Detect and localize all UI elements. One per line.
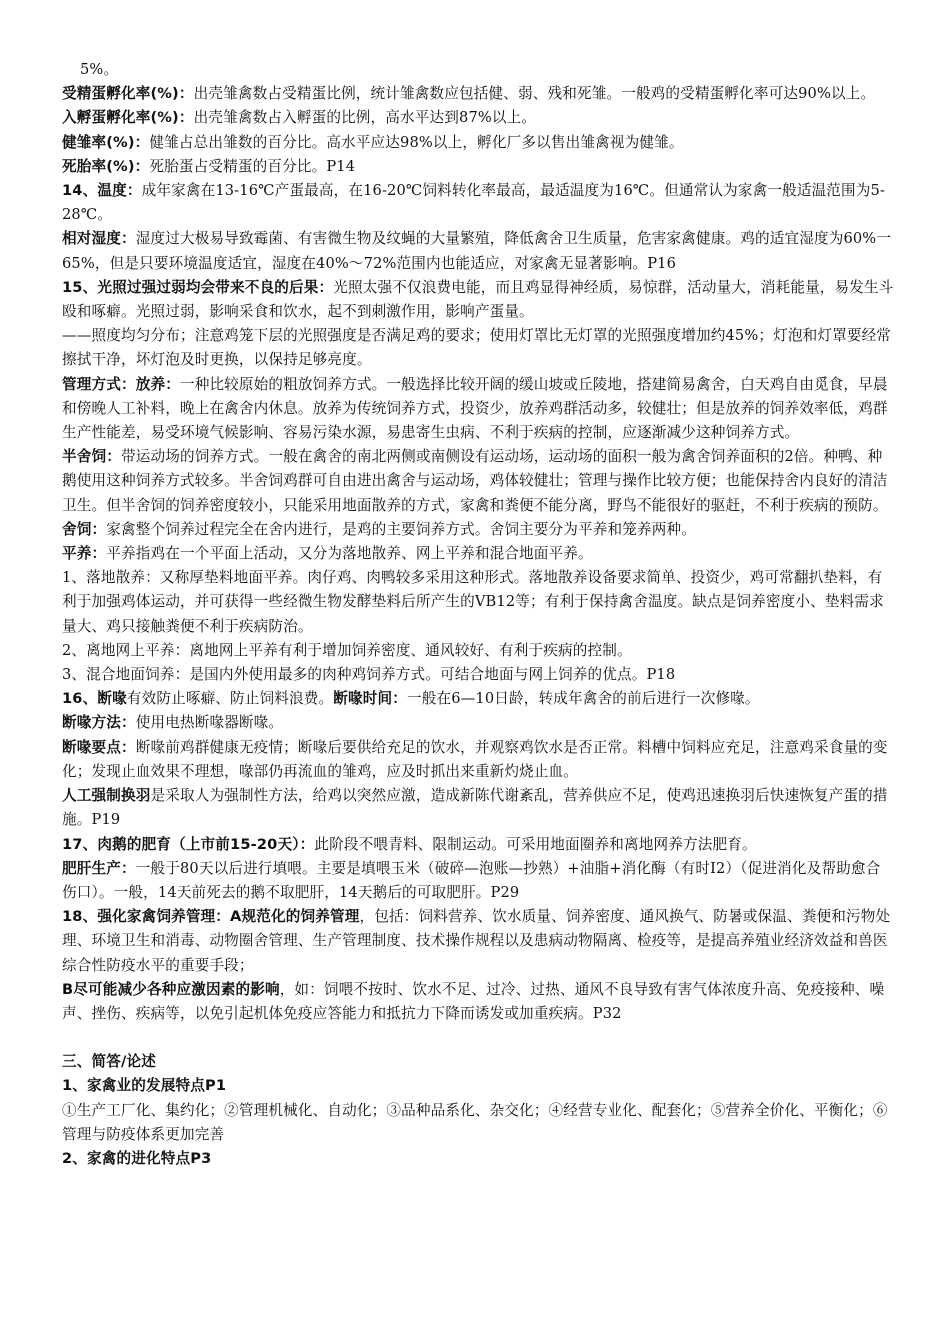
text-run: ，包括：饲料营养、饮水质量、饲养密度、通风换气、防暑或保温、粪便和污物处理、环境卫生和消毒、动物圈舍管理、生产管理制度、技术操作规程以及患病动物隔离、检疫等，是提高养殖业经济效益和兽医综合性防疫水平的重要手段； xyxy=(62,908,891,974)
text-run: 光照太强不仅浪费电能，而且鸡显得神经质，易惊群，活动量大，消耗能量，易发生斗殴和啄癖。光照过弱，影响采食和饮水，起不到刺激作用，影响产蛋量。 xyxy=(62,278,894,321)
text-run: 一种比较原始的粗放饲养方式。一般选择比较开阔的缓山坡或丘陵地，搭建简易禽舍，白天鸡自由觅食，早晨和傍晚人工补料，晚上在禽舍内休息。放养为传统饲养方式，投资少，放养鸡群活动多，较健壮；但是放养的饲养效率低，鸡群生产性能差，易受环境气候影响、容易污染水源，易患寄生虫病、不利于疾病的控制，应逐渐减少这种饲养方式。 xyxy=(62,375,888,442)
text-run: 带运动场的饲养方式。一般在禽舍的南北两侧或南侧设有运动场，运动场的面积一般为禽舍饲养面积的2倍。种鸭、种鹅使用这种饲养方式较多。半舍饲鸡群可自由进出禽舍与运动场，鸡体较健壮；管理与操作比较方便；也能保持舍内良好的清洁卫生。但半舍饲的饲养密度较小，只能采用地面散养的方式，家禽和粪便不能分离，野鸟不能很好的驱赶，不利于疾病的预防。 xyxy=(62,448,888,514)
paragraph xyxy=(62,324,894,372)
bold-term: 健雏率(%)： xyxy=(62,133,150,151)
paragraph xyxy=(62,106,894,130)
paragraph xyxy=(62,373,894,446)
text-run: 2、离地网上平养：离地网上平养有利于增加饲养密度、通风较好、有利于疾病的控制。 xyxy=(62,641,632,659)
paragraph xyxy=(62,857,894,905)
bold-term: 死胎率(%)： xyxy=(62,157,150,175)
text-run: ①生产工厂化、集约化；②管理机械化、自动化；③品种品系化、杂交化；④经营专业化、配套化；⑤营养全价化、平衡化；⑥管理与防疫体系更加完善 xyxy=(62,1101,888,1143)
text-run: 湿度过大极易导致霉菌、有害微生物及纹蝇的大量繁殖，降低禽舍卫生质量，危害家禽健康。鸡的适宜湿度为60%一65%，但是只要环境温度适宜，湿度在40%～72%范围内也能适应，对家禽无显著影响。P16 xyxy=(62,230,892,272)
bold-term: 半舍饲： xyxy=(62,448,121,466)
text-run: 有效防止啄癖、防止饲料浪费。 xyxy=(126,690,334,708)
text-run: 使用电热断喙器断喙。 xyxy=(135,714,284,732)
bold-term: 人工强制换羽 xyxy=(62,787,151,805)
bold-term: 三、简答/论述 xyxy=(62,1053,156,1071)
text-run: 3、混合地面饲养：是国内外使用最多的肉种鸡饲养方式。可结合地面与网上饲养的优点。P18 xyxy=(62,666,676,684)
paragraph xyxy=(62,276,894,324)
paragraph xyxy=(62,978,894,1026)
bold-term: 受精蛋孵化率(%)： xyxy=(62,85,194,103)
paragraph xyxy=(62,227,894,275)
text-run: 健雏占总出雏数的百分比。高水平应达98%以上，孵化厂多以售出雏禽视为健雏。 xyxy=(149,133,684,151)
text-run: ——照度均匀分布；注意鸡笼下层的光照强度是否满足鸡的要求；使用灯罩比无灯罩的光照强度增加约45%；灯泡和灯罩要经常擦拭干净，坏灯泡及时更换，以保持足够亮度。 xyxy=(62,327,892,369)
paragraph xyxy=(62,639,894,663)
text-run: 出壳雏禽数占入孵蛋的比例，高水平达到87%以上。 xyxy=(193,109,537,127)
text-run: 是采取人为强制性方法，给鸡以突然应激，造成新陈代谢紊乱，营养供应不足，使鸡迅速换羽后快速恢复产蛋的措施。P19 xyxy=(62,787,888,829)
text-run: 5%。 xyxy=(80,61,119,78)
text-run: 一般在6—10日龄，转成年禽舍的前后进行一次修喙。 xyxy=(407,690,760,708)
paragraph xyxy=(62,131,894,155)
bold-term: 16、断喙 xyxy=(62,690,127,708)
text-run: 此阶段不喂青料、限制运动。可采用地面圈养和离地网养方法肥育。 xyxy=(314,835,757,853)
paragraph xyxy=(62,833,894,857)
bold-term: 断喙时间： xyxy=(333,690,407,708)
bold-term: 断喙要点： xyxy=(62,738,136,756)
paragraph xyxy=(62,905,894,978)
bold-term: 17、肉鹅的肥育（上市前15-20天）： xyxy=(62,835,315,853)
bold-term: 14、温度： xyxy=(62,182,142,200)
bold-term: 管理方式：放养： xyxy=(62,375,180,393)
bold-term: 舍饲： xyxy=(62,520,107,538)
text-run: 死胎蛋占受精蛋的百分比。P14 xyxy=(149,157,356,175)
paragraph xyxy=(62,179,894,227)
paragraph xyxy=(62,566,894,639)
bold-term: 2、家禽的进化特点P3 xyxy=(62,1149,212,1167)
paragraph xyxy=(62,1099,894,1147)
bold-term: B尽可能减少各种应激因素的影响 xyxy=(62,980,280,998)
paragraph xyxy=(62,736,894,784)
paragraph xyxy=(62,784,894,832)
paragraph xyxy=(62,542,894,566)
text-run: 成年家禽在13-16℃产蛋最高，在16-20℃饲料转化率最高，最适温度为16℃。但通常认为家禽一般适温范围为5-28℃。 xyxy=(62,182,886,224)
paragraph xyxy=(62,445,894,518)
bold-term: 肥肝生产： xyxy=(62,859,136,877)
paragraph xyxy=(62,1050,894,1074)
text-run: 家禽整个饲养过程完全在舍内进行，是鸡的主要饲养方式。舍饲主要分为平养和笼养两种。 xyxy=(106,520,696,538)
paragraph xyxy=(62,1147,894,1171)
text-run: 平养指鸡在一个平面上活动，又分为落地散养、网上平养和混合地面平养。 xyxy=(106,545,593,563)
text-run: ，如：饲喂不按时、饮水不足、过冷、过热、通风不良导致有害气体浓度升高、免疫接种、噪声、挫伤、疾病等，以免引起机体免疫应答能力和抵抗力下降而诱发或加重疾病。P32 xyxy=(62,980,885,1022)
bold-term: 18、强化家禽饲养管理：A规范化的饲养管理 xyxy=(62,908,360,926)
paragraph xyxy=(62,155,894,179)
paragraph xyxy=(62,687,894,711)
paragraph xyxy=(62,1074,894,1098)
paragraph xyxy=(62,663,894,687)
text-run: 一般于80天以后进行填喂。主要是填喂玉米（破碎—泡账—抄熟）+油脂+消化酶（有时I2）（促进消化及帮助愈合伤口）。一般，14天前死去的鹅不取肥肝，14天鹅后的可取肥肝。P29 xyxy=(62,859,881,901)
paragraph xyxy=(62,82,894,106)
paragraph xyxy=(62,518,894,542)
document-body xyxy=(62,58,894,1171)
bold-term: 断喙方法： xyxy=(62,714,136,732)
bold-term: 相对湿度： xyxy=(62,230,136,248)
paragraph-gap xyxy=(62,1026,894,1050)
text-run: 断喙前鸡群健康无疫情；断喙后要供给充足的饮水，并观察鸡饮水是否正常。料槽中饲料应充足，注意鸡采食量的变化；发现止血效果不理想，喙部仍再流血的雏鸡，应及时抓出来重新灼烧止血。 xyxy=(62,738,888,780)
bold-term: 15、光照过强过弱均会带来不良的后果： xyxy=(62,278,334,296)
bold-term: 入孵蛋孵化率(%)： xyxy=(62,109,194,127)
paragraph xyxy=(62,58,894,82)
bold-term: 平养： xyxy=(62,545,107,563)
text-run: 1、落地散养：又称厚垫料地面平养。肉仔鸡、肉鸭较多采用这种形式。落地散养设备要求简单、投资少，鸡可常翻扒垫料，有利于加强鸡体运动，并可获得一些经微生物发酵垫料后所产生的VB12等；有利于保持禽舍温度。缺点是饲养密度小、垫料需求量大、鸡只接触粪便不利于疾病防治。 xyxy=(62,569,884,635)
text-run: 出壳雏禽数占受精蛋比例，统计雏禽数应包括健、弱、残和死雏。一般鸡的受精蛋孵化率可达90%以上。 xyxy=(193,85,876,103)
bold-term: 1、家禽业的发展特点P1 xyxy=(62,1077,227,1095)
paragraph xyxy=(62,711,894,735)
